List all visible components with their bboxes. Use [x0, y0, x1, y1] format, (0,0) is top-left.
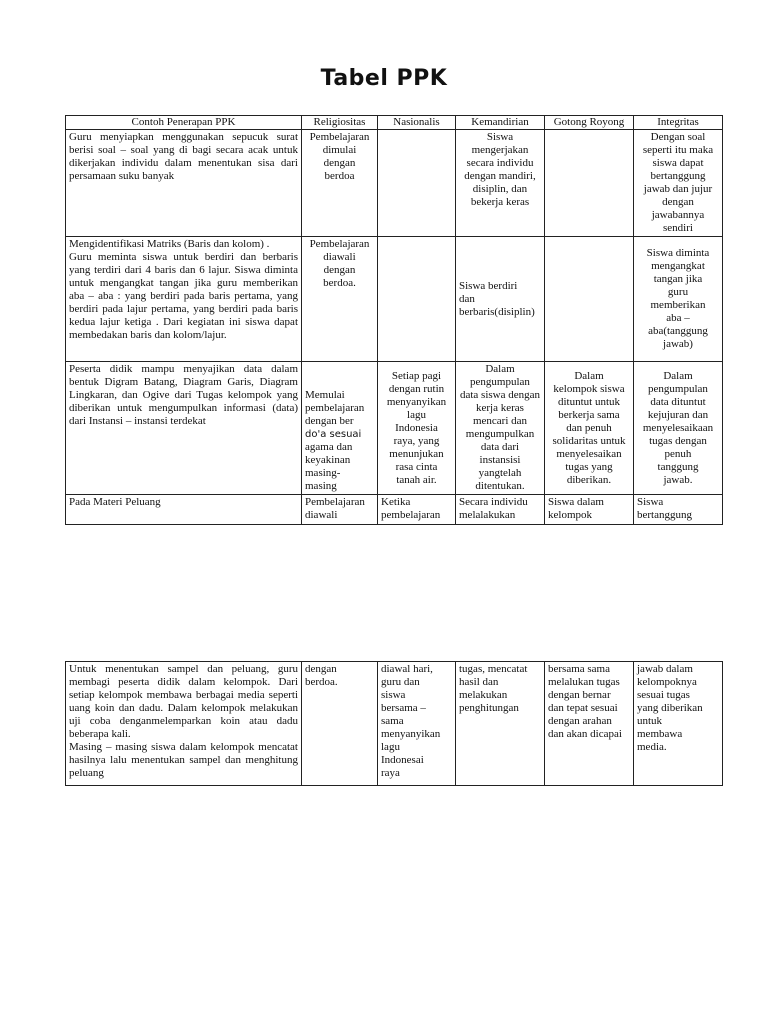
- header-gotong-royong: Gotong Royong: [545, 116, 634, 130]
- header-integritas: Integritas: [634, 116, 723, 130]
- table-row: [66, 130, 723, 237]
- cell-integritas: Dengan soal seperti itu maka siswa dapat bertanggung jawab dan jujur dengan jawabannya sendiri: [634, 130, 723, 237]
- cell-nasionalis: Setiap pagi dengan rutin menyanyikan lagu Indonesia raya, yang menunjukan rasa cinta tanah air.: [378, 362, 456, 495]
- cell-kemandirian: Dalam pengumpulan data siswa dengan kerja keras mencari dan mengumpulkan data dari instansisi yangtelah ditentukan.: [456, 362, 545, 495]
- cell-contoh: Untuk menentukan sampel dan peluang, guru membagi peserta didik dalam kelompok. Dari setiap kelompok membawa berbagai media seperti uang koin dan dadu. Dalam kelompok melakukan uji coba denganmelemparkan koin atau dadu beberapa kali. Masing – masing siswa dalam kelompok mencatat hasilnya lalu menentukan sampel dan menghitung peluang: [66, 662, 302, 786]
- cell-gotong-royong: bersama sama melalukan tugas dengan bernar dan tepat sesuai dengan arahan dan akan dicapai: [545, 662, 634, 786]
- cell-integritas: Dalam pengumpulan data dituntut kejujuran dan menyelesaikaan tugas dengan penuh tanggung jawab.: [634, 362, 723, 495]
- table-row: [66, 362, 723, 495]
- cell-kemandirian: Siswa mengerjakan secara individu dengan mandiri, disiplin, dan bekerja keras: [456, 130, 545, 237]
- header-kemandirian: Kemandirian: [456, 116, 545, 130]
- header-contoh: Contoh Penerapan PPK: [66, 116, 302, 130]
- cell-religiositas: Pembelajaran diawali dengan berdoa.: [302, 237, 378, 362]
- cell-nasionalis: Ketika pembelajaran: [378, 495, 456, 525]
- cell-nasionalis: diawal hari, guru dan siswa bersama – sama menyanyikan lagu Indonesai raya: [378, 662, 456, 786]
- ppk-table-continued: [65, 661, 723, 786]
- cell-gotong-royong: Siswa dalam kelompok: [545, 495, 634, 525]
- cell-contoh: Guru menyiapkan menggunakan sepucuk surat berisi soal – soal yang di bagi secara acak untuk dikerjakan individu dalam menentukan sisa dari persamaan suku banyak: [66, 130, 302, 237]
- cell-contoh: Peserta didik mampu menyajikan data dalam bentuk Digram Batang, Diagram Garis, Diagram Lingkaran, dan Ogive dari Tugas kelompok yang diberikan untuk mengumpulkan informasi (data) dari Instansi – instansi terdekat: [66, 362, 302, 495]
- cell-kemandirian: tugas, mencatat hasil dan melakukan penghitungan: [456, 662, 545, 786]
- cell-nasionalis: [378, 130, 456, 237]
- cell-religiositas: dengan berdoa.: [302, 662, 378, 786]
- table-row: [66, 495, 723, 525]
- table-header-row: [66, 116, 723, 130]
- page-title: Tabel PPK: [320, 66, 448, 91]
- cell-integritas: jawab dalam kelompoknya sesuai tugas yang diberikan untuk membawa media.: [634, 662, 723, 786]
- cell-contoh: Mengidentifikasi Matriks (Baris dan kolom) . Guru meminta siswa untuk berdiri dan berbaris yang terdiri dari 4 baris dan 6 lajur. Siswa diminta untuk mengangkat tangan jika guru memberikan aba – aba : yang berdiri pada baris pertama, yang berdiri pada lajur pertama, yang berdiri pada baris kedua lajur ketiga . Dari kegiatan ini siswa dapat membedakan baris dan kolom/lajur.: [66, 237, 302, 362]
- cell-gotong-royong: Dalam kelompok siswa dituntut untuk berkerja sama dan penuh solidaritas untuk menyelesaikan tugas yang diberikan.: [545, 362, 634, 495]
- cell-gotong-royong: [545, 237, 634, 362]
- header-religiositas: Religiositas: [302, 116, 378, 130]
- cell-integritas: Siswa bertanggung: [634, 495, 723, 525]
- cell-kemandirian: Siswa berdiri dan berbaris(disiplin): [456, 237, 545, 362]
- cell-integritas: Siswa diminta mengangkat tangan jika guru memberikan aba – aba(tanggung jawab): [634, 237, 723, 362]
- header-nasionalis: Nasionalis: [378, 116, 456, 130]
- table-row: [66, 662, 723, 786]
- cell-gotong-royong: [545, 130, 634, 237]
- cell-religiositas: Pembelajaran dimulai dengan berdoa: [302, 130, 378, 237]
- table-row: [66, 237, 723, 362]
- ppk-table: [65, 115, 723, 525]
- cell-nasionalis: [378, 237, 456, 362]
- cell-religiositas: Pembelajaran diawali: [302, 495, 378, 525]
- cell-contoh: Pada Materi Peluang: [66, 495, 302, 525]
- cell-religiositas: Memulai pembelajaran dengan ber do'a sesuai agama dan keyakinan masing- masing: [302, 362, 378, 495]
- cell-kemandirian: Secara individu melalakukan: [456, 495, 545, 525]
